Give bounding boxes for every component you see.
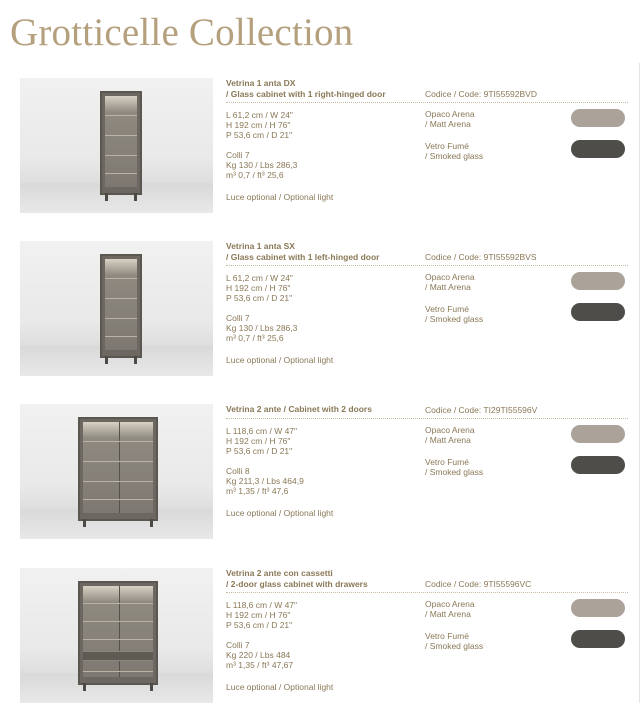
dimensions: L 118,6 cm / W 47" H 192 cm / H 76" P 53,6 cm / D 21" <box>226 600 298 630</box>
product-name: Vetrina 2 ante con cassetti / 2-door glass cabinet with drawers <box>226 568 368 589</box>
finish-matt-arena: Opaco Arena / Matt Arena <box>425 599 475 619</box>
cabinet-illustration <box>78 417 158 521</box>
product-card <box>0 241 640 381</box>
finish-matt-arena: Opaco Arena / Matt Arena <box>425 272 475 292</box>
light-option: Luce optional / Optional light <box>226 682 334 692</box>
packaging: Colli 7 Kg 220 / Lbs 484 m³ 1,35 / ft³ 47,67 <box>226 640 294 670</box>
light-option: Luce optional / Optional light <box>226 508 334 518</box>
matt-arena-swatch <box>571 425 625 443</box>
divider <box>226 102 628 103</box>
product-photo <box>20 241 213 376</box>
cabinet-illustration <box>100 254 142 358</box>
product-code: Codice / Code: 9TI55592BVS <box>425 252 537 262</box>
product-code: Codice / Code: 9TI55596VC <box>425 579 532 589</box>
packaging: Colli 7 Kg 130 / Lbs 286,3 m³ 0,7 / ft³ 25,6 <box>226 150 298 180</box>
product-card <box>0 404 640 544</box>
product-photo <box>20 404 213 539</box>
divider <box>226 418 628 419</box>
light-option: Luce optional / Optional light <box>226 355 334 365</box>
finish-matt-arena: Opaco Arena / Matt Arena <box>425 425 475 445</box>
matt-arena-swatch <box>571 109 625 127</box>
product-code: Codice / Code: TI29TI55596V <box>425 405 538 415</box>
product-code: Codice / Code: 9TI55592BVD <box>425 89 537 99</box>
packaging: Colli 7 Kg 130 / Lbs 286,3 m³ 0,7 / ft³ 25,6 <box>226 313 298 343</box>
smoked-glass-swatch <box>571 630 625 648</box>
product-photo <box>20 78 213 213</box>
light-option: Luce optional / Optional light <box>226 192 334 202</box>
product-card <box>0 78 640 218</box>
product-photo <box>20 568 213 703</box>
product-card <box>0 568 640 708</box>
smoked-glass-swatch <box>571 456 625 474</box>
packaging: Colli 8 Kg 211,3 / Lbs 464,9 m³ 1,35 / ft³ 47,6 <box>226 466 304 496</box>
finish-smoked-glass: Vetro Fumé / Smoked glass <box>425 141 484 161</box>
smoked-glass-swatch <box>571 303 625 321</box>
smoked-glass-swatch <box>571 140 625 158</box>
divider <box>226 592 628 593</box>
product-name: Vetrina 1 anta SX / Glass cabinet with 1 left-hinged door <box>226 241 380 262</box>
finish-matt-arena: Opaco Arena / Matt Arena <box>425 109 475 129</box>
finish-smoked-glass: Vetro Fumé / Smoked glass <box>425 631 484 651</box>
finish-smoked-glass: Vetro Fumé / Smoked glass <box>425 457 484 477</box>
cabinet-illustration <box>78 581 158 685</box>
divider <box>226 265 628 266</box>
dimensions: L 61,2 cm / W 24" H 192 cm / H 76" P 53,6 cm / D 21" <box>226 110 293 140</box>
dimensions: L 118,6 cm / W 47" H 192 cm / H 76" P 53,6 cm / D 21" <box>226 426 298 456</box>
finish-smoked-glass: Vetro Fumé / Smoked glass <box>425 304 484 324</box>
matt-arena-swatch <box>571 272 625 290</box>
page-title: Grotticelle Collection <box>10 11 354 54</box>
cabinet-illustration <box>100 91 142 195</box>
matt-arena-swatch <box>571 599 625 617</box>
product-name: Vetrina 1 anta DX / Glass cabinet with 1 right-hinged door <box>226 78 386 99</box>
dimensions: L 61,2 cm / W 24" H 192 cm / H 76" P 53,6 cm / D 21" <box>226 273 293 303</box>
product-name: Vetrina 2 ante / Cabinet with 2 doors <box>226 404 372 414</box>
